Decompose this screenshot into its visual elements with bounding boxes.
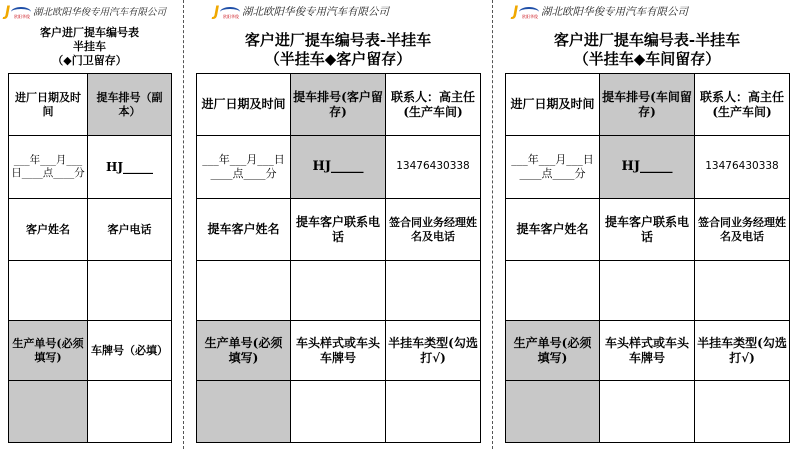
form-table bbox=[196, 73, 481, 443]
company-logo-icon: J 欧阳华俊 bbox=[5, 4, 30, 20]
panel-customer bbox=[196, 0, 480, 449]
title-line-2: （半挂车◆车间留存） bbox=[573, 49, 721, 68]
company-header bbox=[513, 2, 688, 20]
panel-gate bbox=[5, 0, 171, 449]
company-logo-icon: J 欧阳华俊 bbox=[513, 4, 538, 20]
plate-number-label: 提车排号(车间留存) bbox=[600, 74, 695, 136]
form-table bbox=[505, 73, 790, 443]
cut-line-2 bbox=[492, 0, 493, 449]
truck-head-field[interactable] bbox=[600, 381, 695, 443]
vehicle-plate-field[interactable] bbox=[88, 381, 172, 443]
entry-date-label: 进厂日期及时间 bbox=[197, 74, 291, 136]
title-line-2: （半挂车◆客户留存） bbox=[264, 49, 412, 68]
production-number-label: 生产单号(必须填写) bbox=[9, 321, 88, 381]
production-number-field[interactable] bbox=[506, 381, 600, 443]
production-number-label: 生产单号(必须填写) bbox=[197, 321, 291, 381]
customer-name-label: 提车客户姓名 bbox=[197, 199, 291, 261]
form-title bbox=[505, 31, 789, 69]
customer-phone-label: 提车客户联系电话 bbox=[600, 199, 695, 261]
company-logo-icon: J 欧阳华俊 bbox=[214, 4, 239, 20]
plate-number-field[interactable]: HJ_____ bbox=[600, 136, 695, 199]
truck-head-label: 车头样式或车头车牌号 bbox=[291, 321, 386, 381]
entry-date-field[interactable]: ___年___月___日____点____分 bbox=[506, 136, 600, 199]
trailer-type-label: 半挂车类型(勾选打√) bbox=[386, 321, 481, 381]
entry-date-field[interactable]: ___年___月___日____点____分 bbox=[197, 136, 291, 199]
entry-date-field[interactable]: ___年___月___日____点____分 bbox=[9, 136, 88, 199]
production-number-label: 生产单号(必须填写) bbox=[506, 321, 600, 381]
trailer-type-field[interactable] bbox=[386, 381, 481, 443]
panel-workshop bbox=[505, 0, 789, 449]
contact-phone: 13476430338 bbox=[695, 136, 790, 199]
entry-date-label: 进厂日期及时间 bbox=[9, 74, 88, 136]
sales-manager-label: 签合同业务经理姓名及电话 bbox=[386, 199, 481, 261]
plate-number-label: 提车排号(客户留存) bbox=[291, 74, 386, 136]
title-line-1: 客户进厂提车编号表-半挂车 bbox=[553, 31, 741, 49]
customer-name-label: 客户姓名 bbox=[9, 199, 88, 261]
form-title bbox=[196, 31, 480, 69]
customer-phone-field[interactable] bbox=[88, 261, 172, 321]
sales-manager-label: 签合同业务经理姓名及电话 bbox=[695, 199, 790, 261]
plate-number-field[interactable]: HJ_____ bbox=[291, 136, 386, 199]
form-table bbox=[8, 73, 172, 443]
company-name: 湖北欧阳华俊专用汽车有限公司 bbox=[33, 7, 167, 18]
customer-name-field[interactable] bbox=[197, 261, 291, 321]
trailer-type-field[interactable] bbox=[695, 381, 790, 443]
company-header bbox=[5, 2, 166, 20]
title-line-2: 半挂车 bbox=[73, 39, 106, 53]
production-number-field[interactable] bbox=[197, 381, 291, 443]
sales-manager-field[interactable] bbox=[695, 261, 790, 321]
truck-head-label: 车头样式或车头车牌号 bbox=[600, 321, 695, 381]
trailer-type-label: 半挂车类型(勾选打√) bbox=[695, 321, 790, 381]
sales-manager-field[interactable] bbox=[386, 261, 481, 321]
production-number-field[interactable] bbox=[9, 381, 88, 443]
company-name: 湖北欧阳华俊专用汽车有限公司 bbox=[242, 5, 389, 18]
plate-number-label: 提车排号（副本） bbox=[88, 74, 172, 136]
vehicle-plate-label: 车牌号（必填） bbox=[88, 321, 172, 381]
customer-phone-label: 客户电话 bbox=[88, 199, 172, 261]
title-line-1: 客户进厂提车编号表 bbox=[40, 26, 139, 39]
form-title bbox=[8, 26, 171, 67]
customer-phone-label: 提车客户联系电话 bbox=[291, 199, 386, 261]
customer-phone-field[interactable] bbox=[291, 261, 386, 321]
title-line-1: 客户进厂提车编号表-半挂车 bbox=[244, 31, 432, 49]
customer-name-label: 提车客户姓名 bbox=[506, 199, 600, 261]
customer-name-field[interactable] bbox=[506, 261, 600, 321]
title-line-3: （◆门卫留存） bbox=[52, 53, 127, 67]
company-name: 湖北欧阳华俊专用汽车有限公司 bbox=[541, 5, 688, 18]
company-header bbox=[214, 2, 389, 20]
customer-name-field[interactable] bbox=[9, 261, 88, 321]
entry-date-label: 进厂日期及时间 bbox=[506, 74, 600, 136]
customer-phone-field[interactable] bbox=[600, 261, 695, 321]
cut-line-1 bbox=[183, 0, 184, 449]
truck-head-field[interactable] bbox=[291, 381, 386, 443]
contact-label: 联系人：高主任(生产车间) bbox=[386, 74, 481, 136]
plate-number-field[interactable]: HJ_____ bbox=[88, 136, 172, 199]
contact-label: 联系人：高主任(生产车间) bbox=[695, 74, 790, 136]
contact-phone: 13476430338 bbox=[386, 136, 481, 199]
